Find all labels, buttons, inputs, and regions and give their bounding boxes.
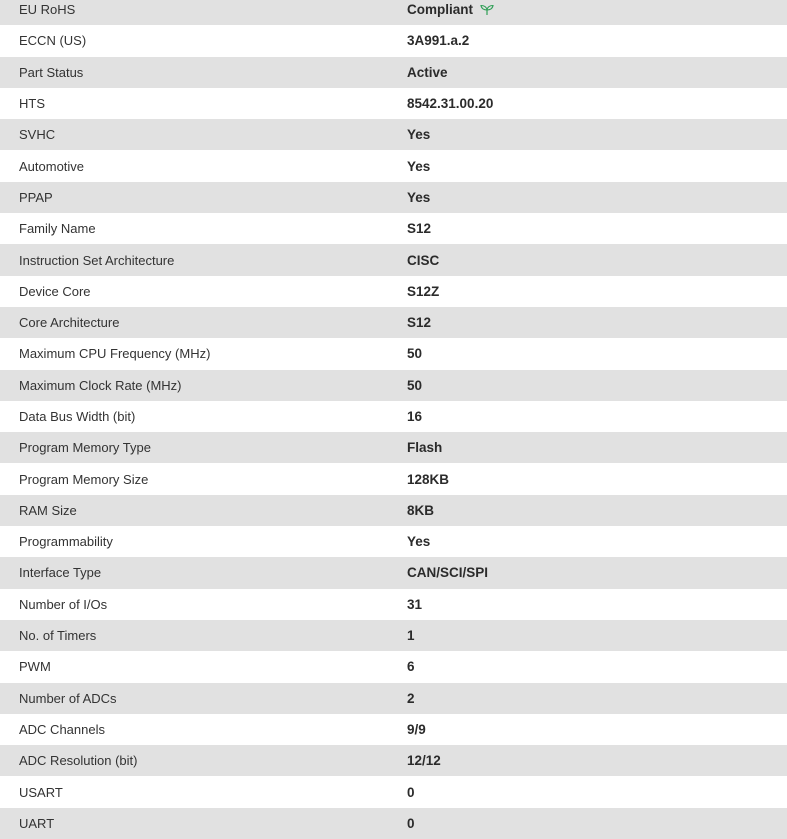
spec-label: No. of Timers [19, 628, 97, 644]
spec-value: 12/12 [407, 753, 441, 769]
spec-label: Number of ADCs [19, 690, 117, 706]
spec-value: Yes [407, 127, 431, 143]
spec-value: 50 [407, 346, 423, 362]
spec-row-max-cpu-frequency [0, 338, 787, 369]
spec-value: CAN/SCI/SPI [407, 565, 489, 581]
spec-row-program-memory-size [0, 463, 787, 494]
spec-value: 2 [407, 690, 415, 706]
spec-value: S12 [407, 315, 432, 331]
spec-row-number-of-adcs [0, 683, 787, 714]
spec-value: 3A991.a.2 [407, 33, 470, 49]
spec-row-usart [0, 776, 787, 807]
spec-row-svhc [0, 119, 787, 150]
spec-label: Instruction Set Architecture [19, 252, 175, 268]
spec-label: PWM [19, 659, 51, 675]
spec-label: HTS [19, 96, 45, 112]
spec-row-instruction-set-architecture [0, 244, 787, 275]
spec-value: CISC [407, 252, 440, 268]
spec-label: SVHC [19, 127, 56, 143]
spec-label: Data Bus Width (bit) [19, 409, 136, 424]
spec-value: 128KB [407, 471, 450, 487]
spec-row-adc-resolution [0, 745, 787, 776]
spec-row-uart [0, 808, 787, 839]
spec-label: USART [19, 784, 63, 800]
spec-label: RAM Size [19, 502, 77, 518]
spec-label: Family Name [19, 221, 96, 237]
spec-row-ram-size [0, 495, 787, 526]
spec-value: 6 [407, 659, 415, 675]
spec-row-pwm [0, 651, 787, 682]
spec-row-hts [0, 88, 787, 119]
spec-row-data-bus-width [0, 401, 787, 432]
spec-row-max-clock-rate [0, 370, 787, 401]
spec-label: ADC Resolution (bit) [19, 753, 138, 769]
spec-label: Core Architecture [19, 315, 120, 331]
spec-value: S12 [407, 221, 432, 237]
spec-row-eu-rohs [0, 0, 787, 25]
spec-row-ppap [0, 182, 787, 213]
spec-row-programmability [0, 526, 787, 557]
spec-value: 9/9 [407, 721, 426, 737]
spec-label: Programmability [19, 534, 113, 550]
spec-row-core-architecture [0, 307, 787, 338]
spec-row-adc-channels [0, 714, 787, 745]
spec-value: 0 [407, 815, 415, 831]
spec-label: Device Core [19, 283, 91, 299]
spec-row-device-core [0, 276, 787, 307]
spec-value: S12Z [407, 283, 440, 299]
spec-label: UART [19, 815, 55, 831]
spec-label: Maximum CPU Frequency (MHz) [19, 346, 211, 362]
spec-value: 8KB [407, 502, 435, 518]
spec-label: Part Status [19, 64, 84, 80]
spec-label: ECCN (US) [19, 33, 87, 49]
spec-value: 8542.31.00.20 [407, 96, 494, 112]
spec-label: PPAP [19, 189, 53, 205]
spec-value: 1 [407, 628, 415, 644]
spec-row-interface-type [0, 557, 787, 588]
spec-row-eccn-us [0, 25, 787, 56]
spec-label: Automotive [19, 158, 85, 174]
spec-row-number-of-ios [0, 589, 787, 620]
spec-value: 16 [407, 409, 423, 424]
spec-value: 31 [407, 596, 423, 612]
spec-row-part-status [0, 57, 787, 88]
spec-value: Yes [407, 534, 431, 550]
spec-label: Number of I/Os [19, 596, 108, 612]
spec-value: 50 [407, 377, 423, 393]
spec-value-cell [407, 2, 787, 17]
spec-label: ADC Channels [19, 721, 105, 737]
spec-value: Flash [407, 440, 443, 456]
spec-row-family-name [0, 213, 787, 244]
spec-value: Active [407, 64, 448, 80]
spec-row-automotive [0, 150, 787, 181]
spec-value: Yes [407, 158, 431, 174]
spec-row-no-of-timers [0, 620, 787, 651]
leaf-icon [480, 4, 494, 16]
spec-label: Interface Type [19, 565, 102, 581]
spec-value: 0 [407, 784, 415, 800]
spec-value: Compliant [407, 2, 473, 18]
spec-value: Yes [407, 189, 431, 205]
spec-label: EU RoHS [19, 2, 76, 18]
spec-label: Maximum Clock Rate (MHz) [19, 377, 182, 393]
spec-row-program-memory-type [0, 432, 787, 463]
spec-label: Program Memory Size [19, 471, 149, 487]
spec-label: Program Memory Type [19, 440, 151, 456]
